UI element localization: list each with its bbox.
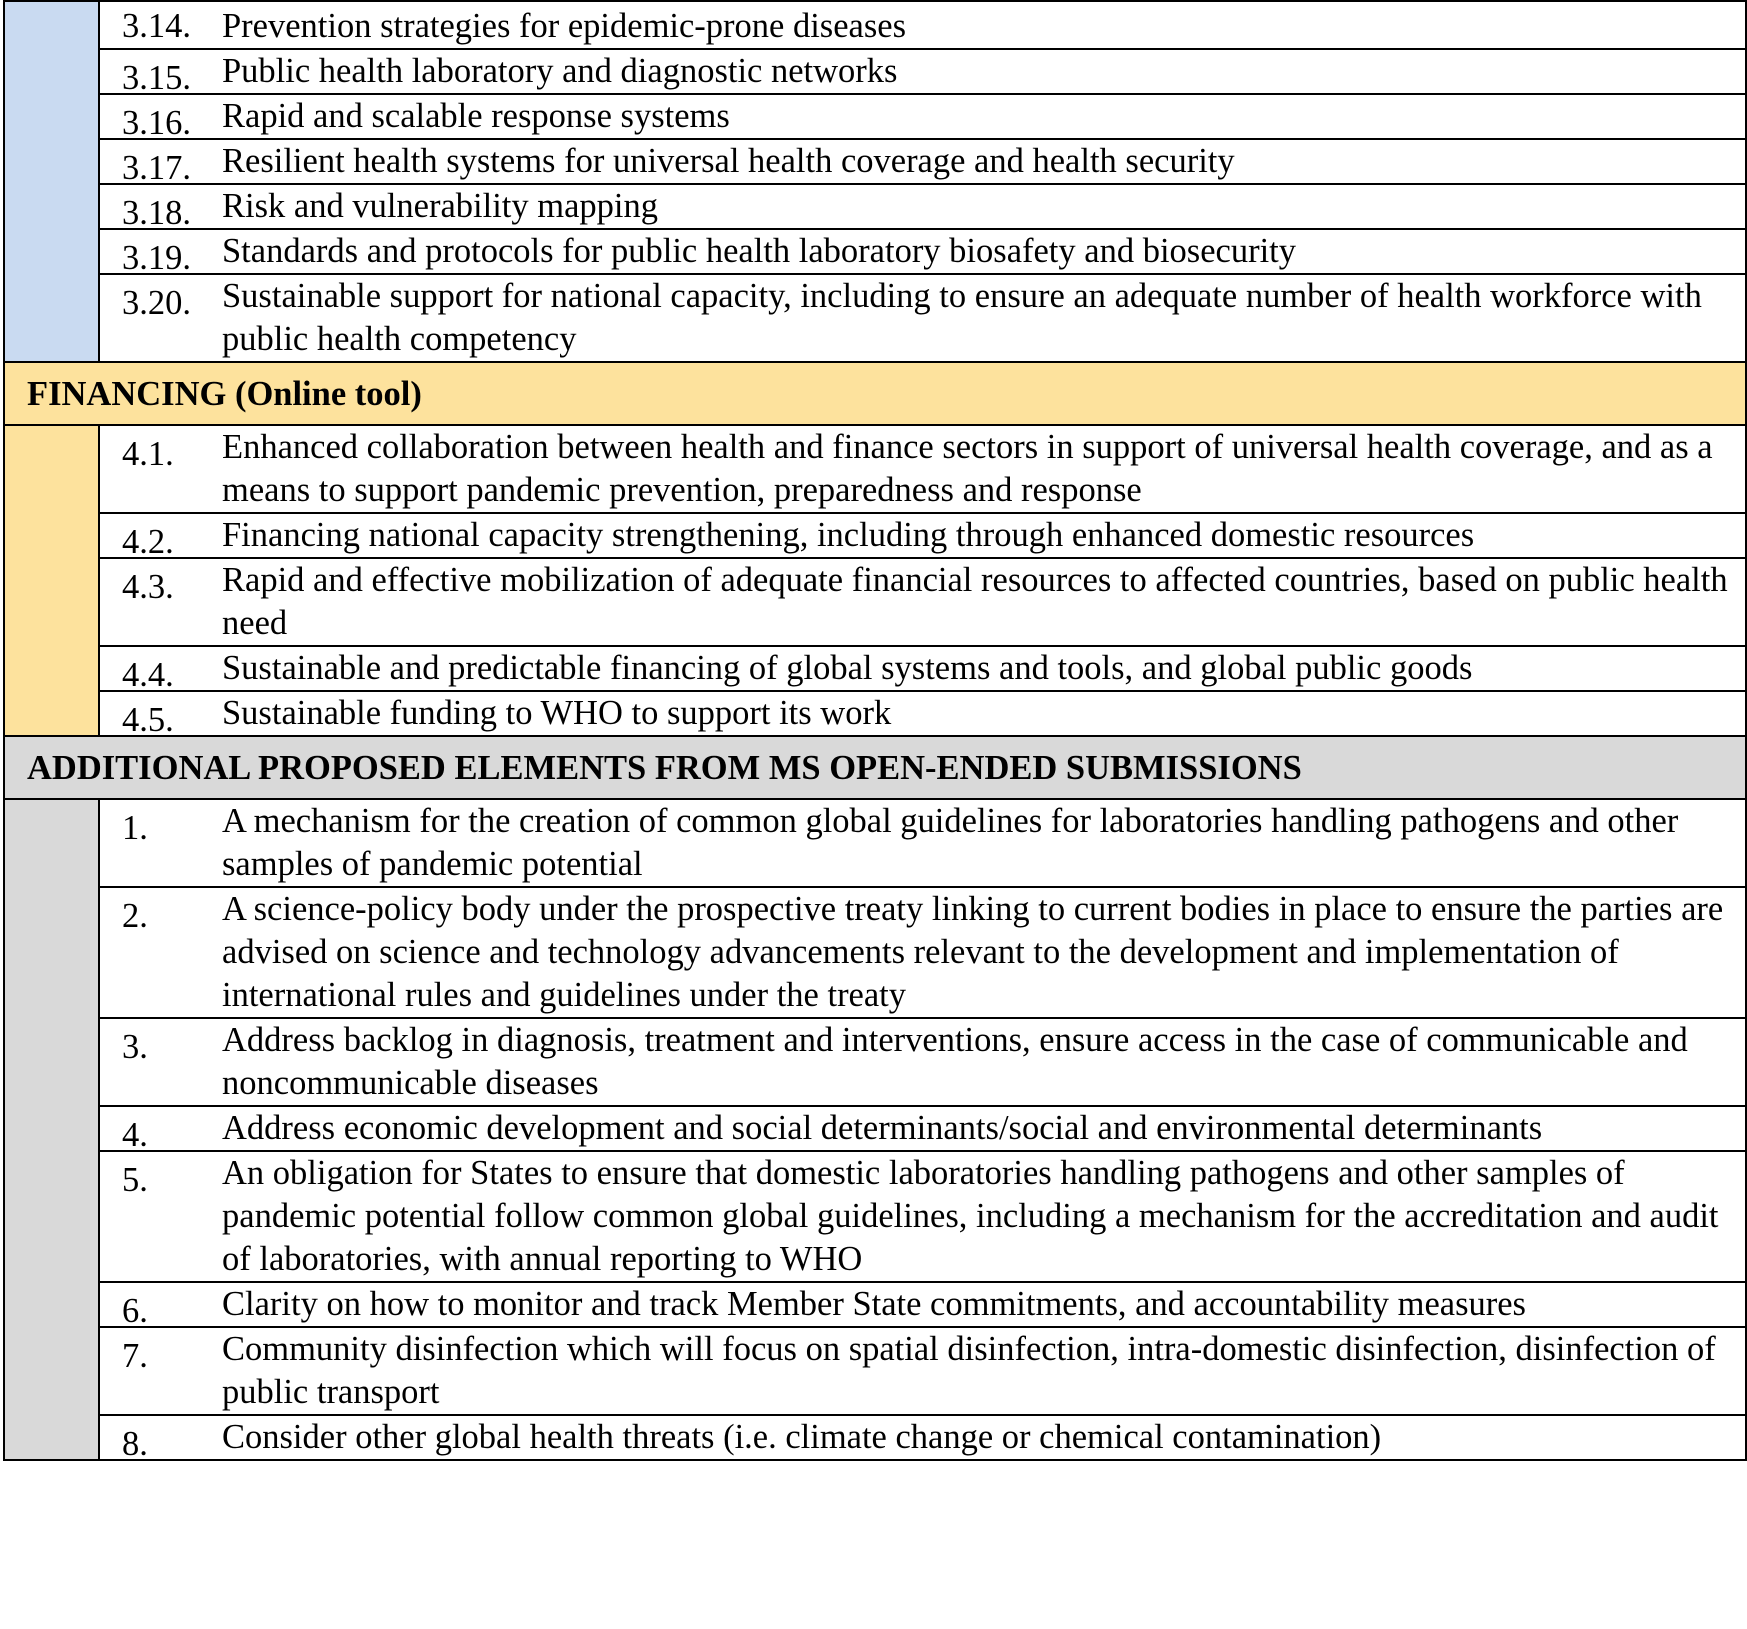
list-item bbox=[99, 1018, 1746, 1106]
list-item bbox=[99, 646, 1746, 694]
table-row bbox=[4, 1282, 1746, 1327]
item-number: 4. bbox=[122, 1116, 148, 1154]
financing-color-band bbox=[4, 425, 99, 736]
table-row bbox=[4, 49, 1746, 94]
section-3-color-band bbox=[4, 1, 99, 362]
list-item bbox=[99, 513, 1746, 561]
list-item bbox=[99, 94, 1746, 142]
item-number: 3.16. bbox=[122, 104, 191, 142]
list-item bbox=[99, 1327, 1746, 1415]
item-text: Clarity on how to monitor and track Member State commitments, and accountability measures bbox=[222, 1285, 1526, 1323]
item-text: A mechanism for the creation of common global guidelines for laboratories handling pathogens and other samples of pandemic potential bbox=[222, 802, 1679, 883]
item-number: 3.15. bbox=[122, 59, 191, 97]
item-number: 5. bbox=[122, 1161, 148, 1199]
item-number: 4.4. bbox=[122, 656, 174, 694]
additional-color-band bbox=[4, 799, 99, 1460]
list-item bbox=[99, 558, 1746, 646]
item-text: Standards and protocols for public health laboratory biosafety and biosecurity bbox=[222, 232, 1296, 270]
section-header-row bbox=[4, 362, 1746, 425]
item-number: 3.17. bbox=[122, 149, 191, 187]
item-number: 7. bbox=[122, 1337, 148, 1375]
table-row bbox=[4, 691, 1746, 736]
item-number: 4.2. bbox=[122, 523, 174, 561]
item-number: 4.3. bbox=[122, 568, 174, 606]
table-row bbox=[4, 94, 1746, 139]
list-item bbox=[99, 887, 1746, 1018]
item-text: Financing national capacity strengthening, including through enhanced domestic resources bbox=[222, 516, 1475, 554]
item-number: 4.1. bbox=[122, 435, 174, 473]
list-item bbox=[99, 274, 1746, 362]
item-number: 6. bbox=[122, 1292, 148, 1330]
table-row bbox=[4, 139, 1746, 184]
table-row bbox=[4, 1, 1746, 49]
item-text: Community disinfection which will focus on spatial disinfection, intra-domestic disinfection, disinfection of public transport bbox=[222, 1330, 1716, 1411]
item-text: Public health laboratory and diagnostic networks bbox=[222, 52, 898, 90]
item-text: Address economic development and social determinants/social and environmental determinants bbox=[222, 1109, 1543, 1147]
table-row bbox=[4, 425, 1746, 513]
item-text: Rapid and effective mobilization of adequate financial resources to affected countries, based on public health need bbox=[222, 561, 1728, 642]
item-text: Risk and vulnerability mapping bbox=[222, 187, 658, 225]
item-number: 3.19. bbox=[122, 239, 191, 277]
list-item bbox=[99, 139, 1746, 187]
item-number: 4.5. bbox=[122, 701, 174, 739]
item-text: Rapid and scalable response systems bbox=[222, 97, 730, 135]
list-item bbox=[99, 1151, 1746, 1282]
table-row bbox=[4, 229, 1746, 274]
table-row bbox=[4, 646, 1746, 691]
item-text: Resilient health systems for universal health coverage and health security bbox=[222, 142, 1235, 180]
item-number: 2. bbox=[122, 897, 148, 935]
table-row bbox=[4, 274, 1746, 362]
item-text: Sustainable support for national capacity, including to ensure an adequate number of health workforce with public health competency bbox=[222, 277, 1702, 358]
item-text: Enhanced collaboration between health and finance sectors in support of universal health coverage, and as a means to support pandemic prevention, preparedness and response bbox=[222, 428, 1713, 509]
financing-heading: FINANCING (Online tool) bbox=[4, 362, 1746, 425]
table-row bbox=[4, 1018, 1746, 1106]
list-item bbox=[99, 1282, 1746, 1330]
table-row bbox=[4, 1151, 1746, 1282]
additional-heading: ADDITIONAL PROPOSED ELEMENTS FROM MS OPEN-ENDED SUBMISSIONS bbox=[4, 736, 1746, 799]
table-row bbox=[4, 513, 1746, 558]
list-item bbox=[99, 49, 1746, 97]
table-row bbox=[4, 1106, 1746, 1151]
item-text: Sustainable and predictable financing of global systems and tools, and global public goods bbox=[222, 649, 1473, 687]
item-number: 3. bbox=[122, 1028, 148, 1066]
table-row bbox=[4, 1327, 1746, 1415]
table-row bbox=[4, 558, 1746, 646]
item-text: Sustainable funding to WHO to support its work bbox=[222, 694, 892, 732]
elements-table bbox=[3, 0, 1747, 1461]
table-row bbox=[4, 1415, 1746, 1460]
item-text: A science-policy body under the prospective treaty linking to current bodies in place to ensure the parties are advised on science and technology advancements relevant to the development and implementation of international rules and guidelines under the treaty bbox=[222, 890, 1724, 1014]
list-item bbox=[99, 1, 1746, 49]
list-item bbox=[99, 425, 1746, 513]
list-item bbox=[99, 799, 1746, 887]
list-item bbox=[99, 229, 1746, 277]
item-number: 3.20. bbox=[122, 284, 191, 322]
item-text: An obligation for States to ensure that domestic laboratories handling pathogens and other samples of pandemic potential follow common global guidelines, including a mechanism for the accreditation and audit of laboratories, with annual reporting to WHO bbox=[222, 1154, 1719, 1278]
list-item bbox=[99, 1106, 1746, 1154]
item-text: Prevention strategies for epidemic-prone diseases bbox=[222, 7, 907, 45]
item-text: Address backlog in diagnosis, treatment and interventions, ensure access in the case of communicable and noncommunicable diseases bbox=[222, 1021, 1688, 1102]
item-number: 1. bbox=[122, 809, 148, 847]
item-number: 3.14. bbox=[122, 7, 191, 45]
item-text: Consider other global health threats (i.e. climate change or chemical contamination) bbox=[222, 1418, 1382, 1456]
item-number: 3.18. bbox=[122, 194, 191, 232]
table-row bbox=[4, 887, 1746, 1018]
section-header-row bbox=[4, 736, 1746, 799]
table-row bbox=[4, 799, 1746, 887]
table-row bbox=[4, 184, 1746, 229]
item-number: 8. bbox=[122, 1425, 148, 1463]
list-item bbox=[99, 691, 1746, 739]
list-item bbox=[99, 1415, 1746, 1463]
list-item bbox=[99, 184, 1746, 232]
